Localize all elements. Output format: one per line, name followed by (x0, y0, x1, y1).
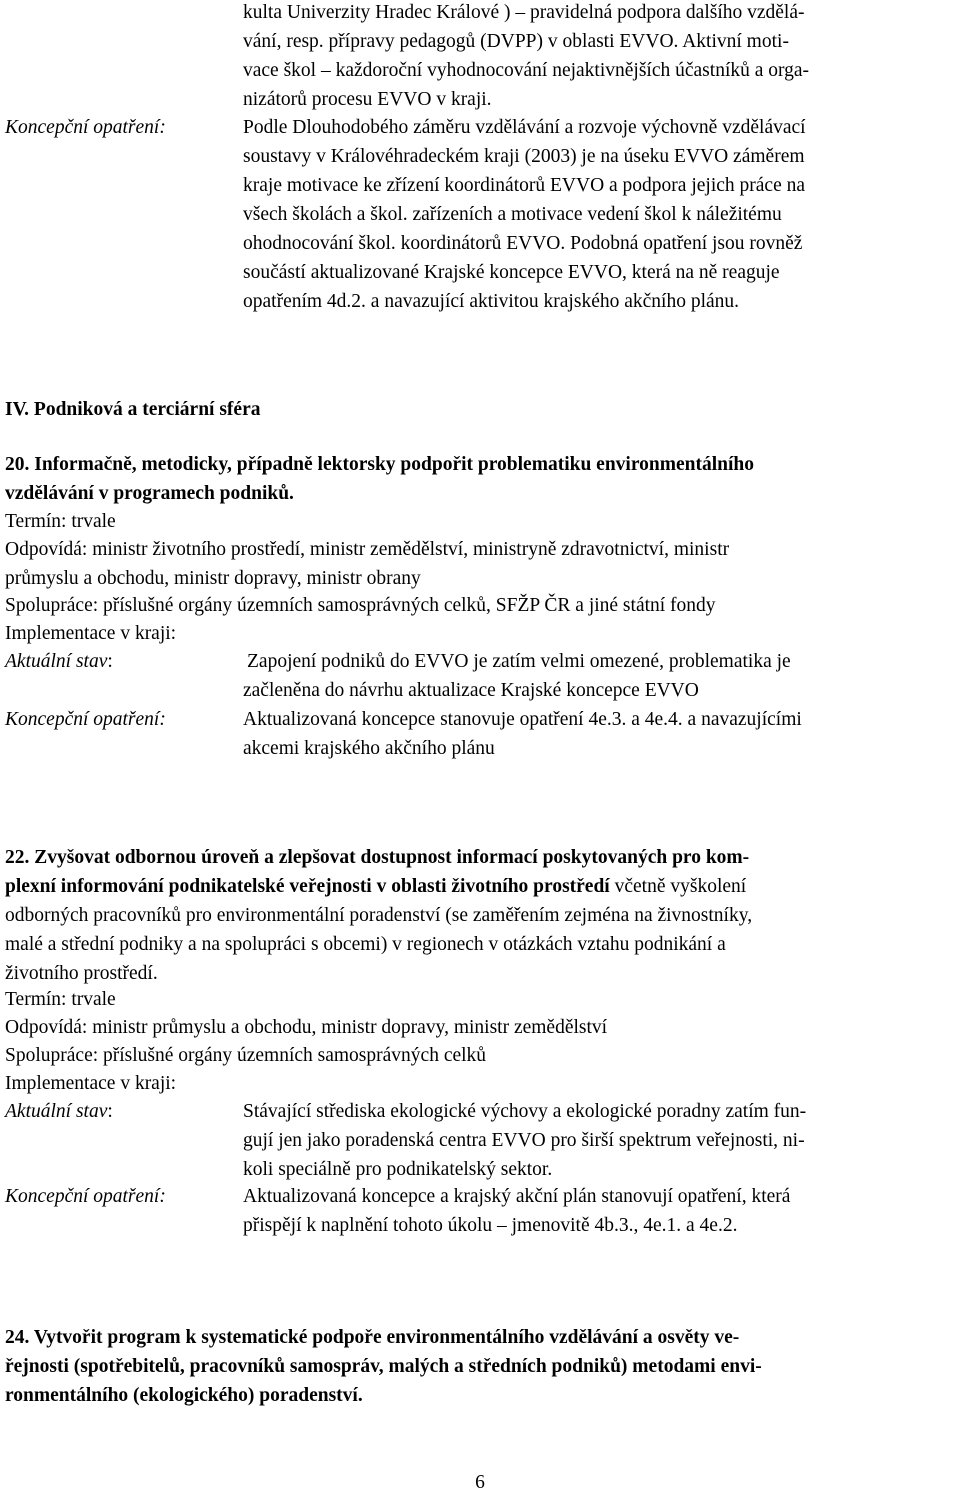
koncepcni-opatreni-label: Koncepční opatření: (5, 1186, 166, 1207)
text-line: 20. Informačně, metodicky, případně lektorsky podpořit problematiku environmentálního (5, 454, 755, 475)
text-line: vání, resp. přípravy pedagogů (DVPP) v oblasti EVVO. Aktivní moti- (243, 31, 789, 52)
page-number: 6 (475, 1472, 485, 1493)
text-line: kulta Univerzity Hradec Králové ) – pravidelná podpora dalšího vzdělá- (243, 2, 805, 23)
text-line: nizátorů procesu EVVO v kraji. (243, 89, 492, 110)
text-line: vzdělávání v programech podniků. (5, 483, 294, 504)
item-22-opatreni: Aktualizovaná koncepce a krajský akční plán stanovují opatření, která přispějí k naplnění tohoto úkolu – jmenovitě 4b.3., 4e.1. a 4e.2. (243, 1186, 791, 1236)
aktualni-stav-label: Aktuální stav: (5, 651, 113, 672)
intro-continuation (243, 0, 809, 114)
item-22-implementace: Implementace v kraji: (5, 1073, 177, 1094)
item-20-title (5, 450, 754, 508)
item-22-odpovida: Odpovídá: ministr průmyslu a obchodu, ministr dopravy, ministr zemědělství (5, 1017, 608, 1038)
section-heading: IV. Podniková a terciární sféra (5, 399, 261, 420)
text-line: vace škol – každoroční vyhodnocování nejaktivnějších účastníků a orga- (243, 60, 810, 81)
item-20-spoluprace: Spolupráce: příslušné orgány územních samosprávných celků, SFŽP ČR a jiné státní fondy (5, 595, 716, 616)
measure-paragraph (243, 113, 806, 316)
koncepcni-opatreni-label: Koncepční opatření: (5, 709, 166, 730)
text-line: Podle Dlouhodobého záměru vzdělávání a rozvoje výchovně vzdělávací (243, 117, 806, 138)
item-20-opatreni: Aktualizovaná koncepce stanovuje opatření 4e.3. a 4e.4. a navazujícími akcemi krajského akčního plánu (243, 709, 802, 759)
item-22-stav: Stávající střediska ekologické výchovy a ekologické poradny zatím fun- gují jen jako poradenská centra EVVO pro širší spektrum veřejnosti, ni- koli speciálně pro podnikatelský sektor. (243, 1101, 807, 1180)
text-line: soustavy v Královéhradeckém kraji (2003) je na úseku EVVO záměrem (243, 146, 805, 167)
item-20-termin: Termín: trvale (5, 511, 116, 532)
item-22-termin: Termín: trvale (5, 989, 116, 1010)
item-24-title: 24. Vytvořit program k systematické podpoře environmentálního vzdělávání a osvěty ve- řejnosti (spotřebitelů, pracovníků samospráv, malých a středních podniků) metodami envi- ronmentálního (ekologického) poradenství. (5, 1327, 762, 1406)
koncepcni-opatreni-label: Koncepční opatření: (5, 117, 166, 138)
item-22-spoluprace: Spolupráce: příslušné orgány územních samosprávných celků (5, 1045, 487, 1066)
text-line: opatřením 4d.2. a navazující aktivitou krajského akčního plánu. (243, 291, 740, 312)
text-line: všech školách a škol. zařízeních a motivace vedení škol k náležitému (243, 204, 782, 225)
item-22-title: 22. Zvyšovat odbornou úroveň a zlepšovat dostupnost informací poskytovaných pro kom- plexní informování podnikatelské veřejnosti v oblasti životního prostředí včetně vyškolení odborných pracovníků pro environmentální poradenství (se zaměřením zejména na živnostníky, malé a střední podniky a na spolupráci s obcemi) v regionech v otázkách vztahu podnikání a životního prostředí. (5, 847, 753, 984)
text-line: ohodnocování škol. koordinátorů EVVO. Podobná opatření jsou rovněž (243, 233, 803, 254)
text-line: kraje motivace ke zřízení koordinátorů EVVO a podpora jejich práce na (243, 175, 806, 196)
item-20-odpovida: Odpovídá: ministr životního prostředí, ministr zemědělství, ministryně zdravotnictví, ministr průmyslu a obchodu, ministr dopravy, ministr obrany (5, 539, 730, 589)
aktualni-stav-label: Aktuální stav: (5, 1101, 113, 1122)
item-20-implementace: Implementace v kraji: (5, 623, 177, 644)
item-20-stav: Zapojení podniků do EVVO je zatím velmi omezené, problematika je začleněna do návrhu aktualizace Krajské koncepce EVVO (243, 651, 791, 701)
text-line: součástí aktualizované Krajské koncepce EVVO, která na ně reaguje (243, 262, 780, 283)
